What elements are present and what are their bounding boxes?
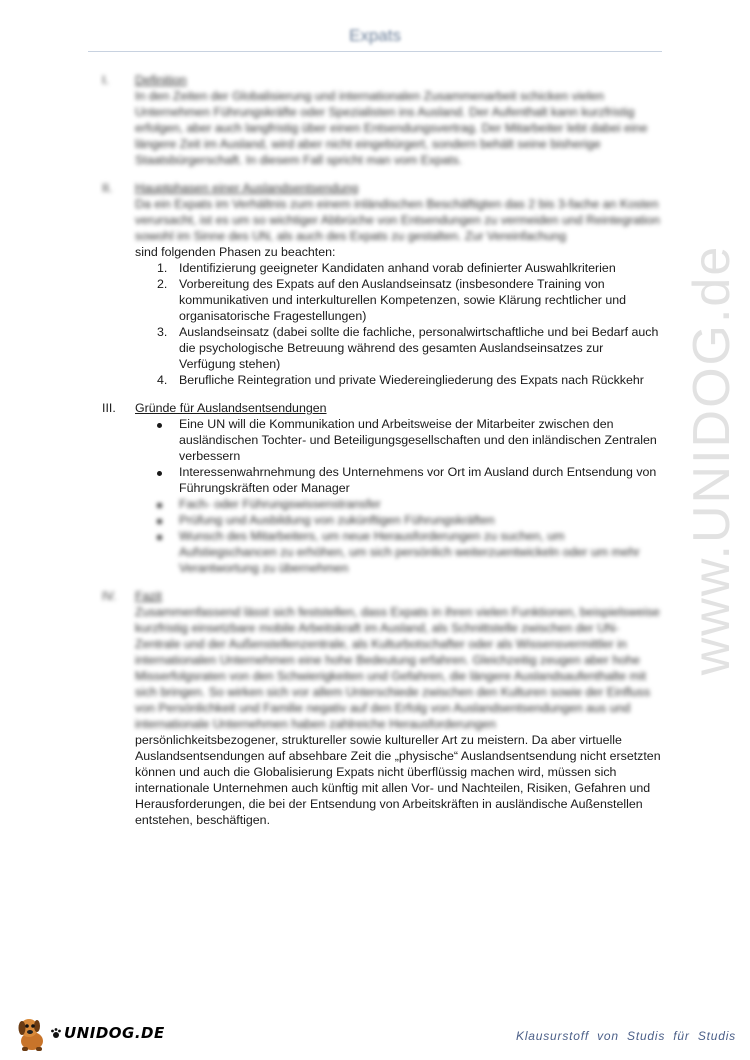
list-text: Auslandseinsatz (dabei sollte die fachliche, personalwirtschaftliche und bei Bedarf auch die psychologische Betreuung während des gesamten Auslandseinsatzes zur Verfügung stehen): [179, 325, 659, 371]
list-text: Fach- oder Führungswissenstransfer: [179, 497, 381, 511]
section-reasons: [102, 400, 662, 576]
page-title: Expats: [349, 26, 401, 45]
section-paragraph: sind folgenden Phasen zu beachten:: [135, 245, 336, 259]
list-text: Wunsch des Mitarbeiters, um neue Herausforderungen zu suchen, um Aufstiegschancen zu erhöhen, um sich persönlich weiterzuentwickeln oder um mehr Verantwortung zu übernehmen: [179, 529, 640, 575]
list-item: [135, 528, 662, 576]
list-marker: 1.: [157, 261, 168, 275]
reasons-list: [135, 416, 662, 576]
bullet-icon: [157, 528, 162, 544]
list-item: [135, 276, 662, 324]
list-text: Prüfung und Ausbildung von zukünftigen Führungskräften: [179, 513, 495, 527]
unidog-logo[interactable]: [14, 1014, 165, 1052]
section-number: I.: [102, 73, 109, 87]
title-rule: [88, 51, 662, 52]
list-text: Eine UN will die Kommunikation und Arbeitsweise der Mitarbeiter zwischen den ausländischen Tochter- und Beteiligungsgesellschaften und den inländischen Zentralen verbessern: [179, 417, 657, 463]
list-marker: 4.: [157, 373, 168, 387]
paw-print-icon: [50, 1027, 62, 1039]
phases-list: [135, 260, 662, 388]
bullet-icon: [157, 512, 162, 528]
logo-text: UNIDOG.DE: [64, 1024, 165, 1042]
list-item: [135, 416, 662, 464]
section-conclusion: [102, 588, 662, 828]
footer-tagline: Klausurstoff von Studis für Studis: [516, 1029, 736, 1043]
bullet-icon: [157, 464, 162, 480]
section-heading: Definition: [135, 73, 187, 87]
section-paragraph: In den Zeiten der Globalisierung und internationalen Zusammenarbeit schicken vielen Unternehmen Führungskräfte oder Spezialisten ins Ausland. Der Aufenthalt kann kurzfristig erfolgen, aber auch langfristig über einen Entsendungsvertrag. Der Mitarbeiter lebt dabei eine längere Zeit im Ausland, wird aber nicht eingebürgert, sondern behält seine bisherige Staatsbürgerschaft. In diesem Fall spricht man vom Expats.: [135, 89, 648, 167]
section-number: III.: [102, 401, 116, 415]
section-heading: Gründe für Auslandsentsendungen: [135, 401, 327, 415]
document-body: [102, 72, 662, 840]
section-phases: [102, 180, 662, 388]
list-item: [135, 324, 662, 372]
list-text: Berufliche Reintegration und private Wiedereingliederung des Expats nach Rückkehr: [179, 373, 644, 387]
bullet-icon: [157, 496, 162, 512]
list-item: [135, 512, 662, 528]
section-heading: Fazit: [135, 589, 162, 603]
list-item: [135, 496, 662, 512]
section-paragraph: persönlichkeitsbezogener, struktureller sowie kultureller Art zu meistern. Da aber virtuelle Auslandsentsendungen auf absehbare Zeit die „physische“ Auslandsentsendung nicht ersetzten können und auch die Globalisierung Expats nicht überflüssig machen wird, müssen sich internationale Unternehmen auch künftig mit allen Vor- und Nachteilen, Risiken, Gefahren und Herausforderungen, die bei der Entsendung von Arbeitskräften in ausländische Außenstellen entstehen, beschäftigen.: [135, 733, 661, 827]
list-marker: 3.: [157, 325, 168, 339]
dog-mascot-icon: [14, 1014, 50, 1052]
list-marker: 2.: [157, 277, 168, 291]
section-number: II.: [102, 181, 113, 195]
section-heading: Hauptphasen einer Auslandsentsendung: [135, 181, 359, 195]
watermark: www.UNIDOG.de: [683, 244, 741, 676]
section-number: IV.: [102, 589, 117, 603]
bullet-icon: [157, 416, 162, 432]
section-paragraph-blurred: Zusammenfassend lässt sich feststellen, dass Expats in ihren vielen Funktionen, beispielsweise kurzfristig einsetzbare mobile Arbeitskraft im Ausland, als Schnittstelle zwischen der UN-Zentrale und der Außenstellenzentrale, als Kulturbotschafter oder als Wissensvermittler in internationalen Unternehmen eine hohe Bedeutung erfahren. Gleichzeitig zeugen aber hohe Misserfolgsraten von den Schwierigkeiten und Gefahren, die längere Auslandsaufenthalte mit sich bringen. So wirken sich vor allem Unterschiede zwischen den Kulturen sowie der Einfluss von Persönlichkeit und Familie negativ auf den Erfolg von Auslandsentsendungen aus und internationale Unternehmen haben zahlreiche Herausforderungen: [135, 605, 660, 731]
list-text: Identifizierung geeigneter Kandidaten anhand vorab definierter Auswahlkriterien: [179, 261, 616, 275]
list-item: [135, 464, 662, 496]
list-text: Interessenwahrnehmung des Unternehmens vor Ort im Ausland durch Entsendung von Führungskräften oder Manager: [179, 465, 657, 495]
section-definition: [102, 72, 662, 168]
list-text: Vorbereitung des Expats auf den Auslandseinsatz (insbesondere Training von kommunikativen und interkulturellen Kompetenzen, sowie Klärung rechtlicher und organisatorische Fragestellungen): [179, 277, 626, 323]
list-item: [135, 260, 662, 276]
section-paragraph-blurred: Da ein Expats im Verhältnis zum einem inländischen Beschäftigten das 2 bis 3-fache an Kosten verursacht, ist es um so wichtiger Abbrüche von Entsendungen zu vermeiden und Reintegration sowohl im Sinne des UN, als auch des Expats zu gestalten. Zur Vereinfachung: [135, 197, 660, 243]
list-item: [135, 372, 662, 388]
